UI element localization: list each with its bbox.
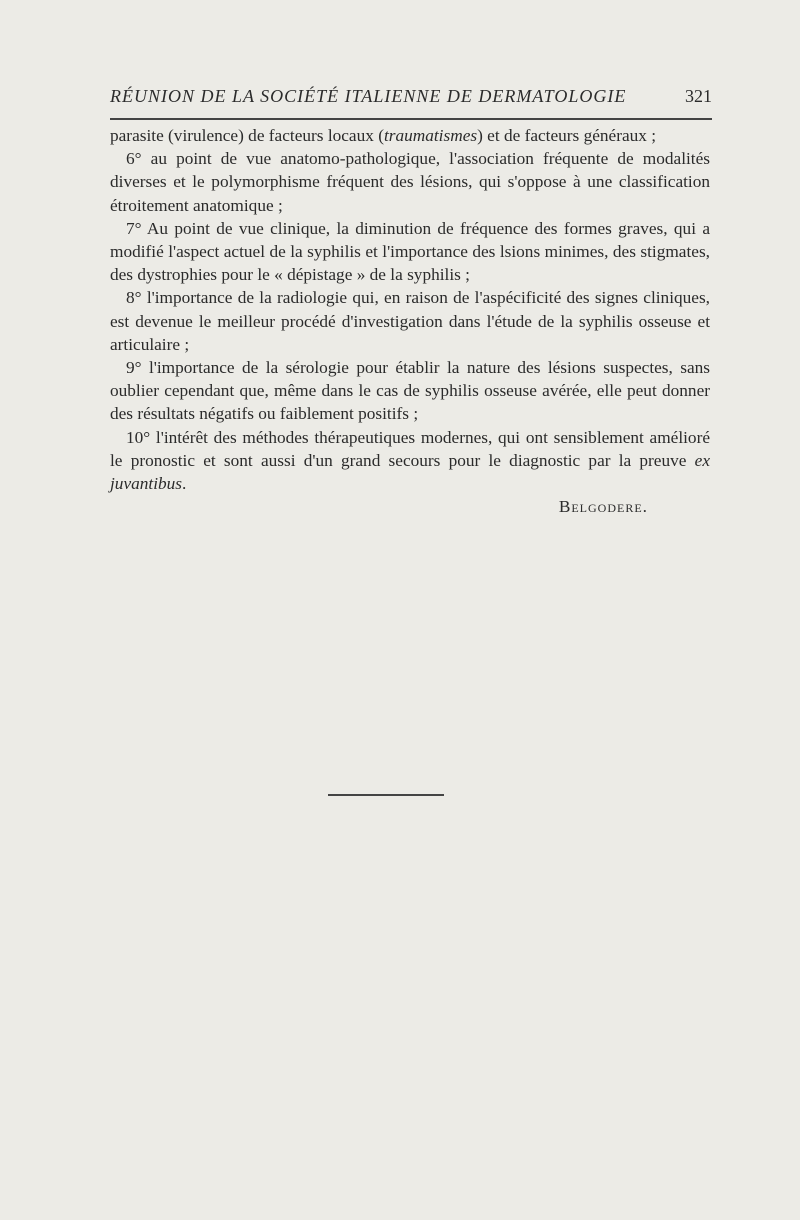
emphasis-traumatismes: traumatismes (383, 126, 478, 145)
paragraph-9: 9° l'importance de la sérologie pour établir la nature des lésions suspectes, sans oublier cependant que, même dans le cas de syphilis osseuse avérée, elle peut donner des résultats négatifs ou faiblement positifs ; (110, 358, 710, 424)
running-title: RÉUNION DE LA SOCIÉTÉ ITALIENNE DE DERMATOLOGIE (110, 86, 627, 106)
paragraph-8: 8° l'importance de la radiologie qui, en raison de l'aspécificité des signes cliniques, est devenue le meilleur procédé d'investigation dans l'étude de la syphilis osseuse et articulaire ; (110, 288, 710, 354)
paragraph-10: 10° l'intérêt des méthodes thérapeutiques modernes, qui ont sensiblement amélioré le pronostic et sont aussi d'un grand secours pour le diagnostic par la preuve ex juvantibus. (110, 427, 710, 494)
author-signature: Belgodere. (558, 497, 648, 517)
page-number: 321 (685, 86, 712, 106)
running-header (110, 86, 712, 107)
body-text (110, 124, 710, 518)
paragraph-6: 6° au point de vue anatomo-pathologique, l'association fréquente de modalités diverses et le polymorphisme fréquent des lésions, qui s'oppose à une classification étroitement anatomique ; (110, 149, 710, 215)
emphasis-ex-juvantibus: ex juvantibus (110, 450, 710, 494)
end-rule (328, 794, 444, 796)
paragraph-1: parasite (virulence) de facteurs locaux (traumatismes) et de facteurs généraux ; (110, 126, 657, 145)
header-rule (110, 118, 712, 120)
paragraph-7: 7° Au point de vue clinique, la diminution de fréquence des formes graves, qui a modifié l'aspect actuel de la syphilis et l'importance des lsions minimes, des stigmates, des dystrophies pour le « dépistage » de la syphilis ; (110, 218, 710, 285)
